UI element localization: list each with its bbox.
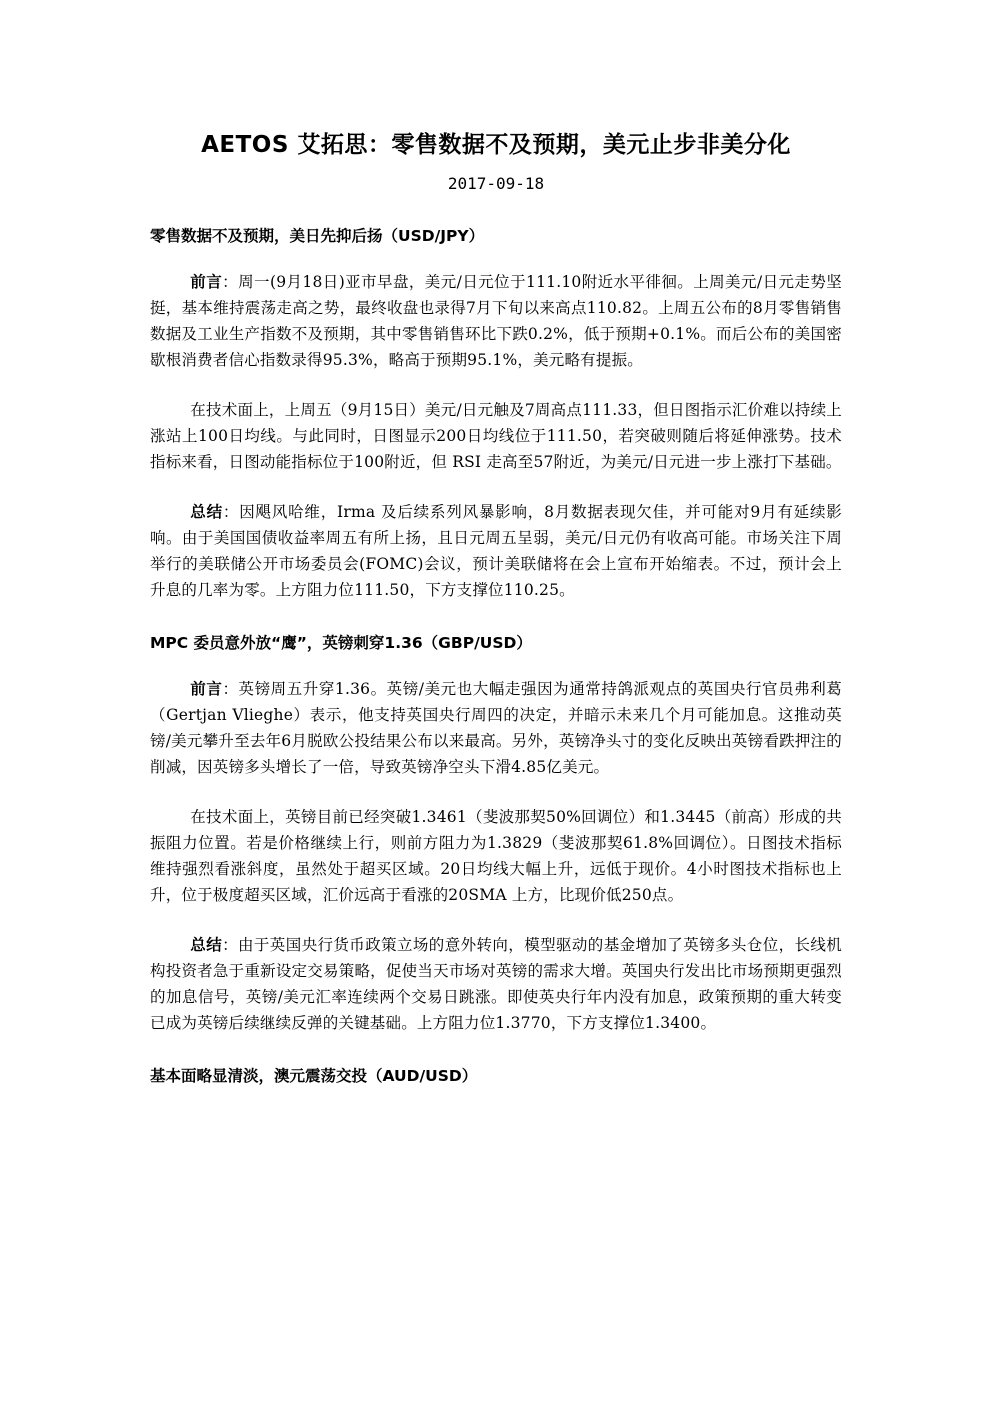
- section-aud-usd: [150, 1064, 842, 1088]
- section-heading: MPC 委员意外放“鹰”，英镑刺穿1.36（GBP/USD）: [150, 634, 532, 652]
- paragraph-text: 在技术面上，上周五（9月15日）美元/日元触及7周高点111.33，但日图指示汇价难以持续上涨站上100日均线。与此同时，日图显示200日均线位于111.50，若突破则随后将延伸涨势。技术指标来看，日图动能指标位于100附近，但 RSI 走高至57附近，为美元/日元进一步上涨打下基础。: [150, 401, 842, 471]
- document-date: 2017-09-18: [447, 174, 545, 193]
- paragraph-intro: [150, 676, 842, 780]
- paragraph-text: 在技术面上，英镑目前已经突破1.3461（斐波那契50%回调位）和1.3445（前高）形成的共振阻力位置。若是价格继续上行，则前方阻力为1.3829（斐波那契61.8%回调位）。日图技术指标维持强烈看涨斜度，虽然处于超买区域。20日均线大幅上升，远低于现价。4小时图技术指标也上升，位于极度超买区域，汇价远高于看涨的20SMA 上方，比现价低250点。: [150, 808, 842, 904]
- paragraph-technical: [150, 397, 842, 475]
- section-heading: 基本面略显清淡，澳元震荡交投（AUD/USD）: [150, 1067, 478, 1085]
- paragraph-lead: 前言: [190, 273, 223, 291]
- paragraph-lead: 总结: [190, 503, 223, 521]
- section-gbp-usd: [150, 631, 842, 1036]
- section-usd-jpy: [150, 224, 842, 603]
- paragraph-summary: [150, 499, 842, 603]
- paragraph-text: ：英镑周五升穿1.36。英镑/美元也大幅走强因为通常持鸽派观点的英国央行官员弗利葛（Gertjan Vlieghe）表示，他支持英国央行周四的决定，并暗示未来几个月可能加息。这推动英镑/美元攀升至去年6月脱欧公投结果公布以来最高。另外，英镑净头寸的变化反映出英镑看跌押注的削减，因英镑多头增长了一倍，导致英镑净空头下滑4.85亿美元。: [150, 680, 842, 776]
- paragraph-summary: [150, 932, 842, 1036]
- paragraph-lead: 前言: [190, 680, 223, 698]
- document-page: [150, 128, 842, 1109]
- section-heading: 零售数据不及预期，美日先抑后扬（USD/JPY）: [150, 227, 485, 245]
- paragraph-lead: 总结: [190, 936, 223, 954]
- paragraph-intro: [150, 269, 842, 373]
- paragraph-text: ：因飓风哈维，Irma 及后续系列风暴影响，8月数据表现欠佳，并可能对9月有延续影响。由于美国国债收益率周五有所上扬，且日元周五呈弱，美元/日元仍有收高可能。市场关注下周举行的美联储公开市场委员会(FOMC)会议，预计美联储将在会上宣布开始缩表。不过，预计会上升息的几率为零。上方阻力位111.50，下方支撑位110.25。: [150, 503, 842, 599]
- document-title: AETOS 艾拓思：零售数据不及预期，美元止步非美分化: [201, 132, 791, 158]
- paragraph-text: ：由于英国央行货币政策立场的意外转向，模型驱动的基金增加了英镑多头仓位，长线机构投资者急于重新设定交易策略，促使当天市场对英镑的需求大增。英国央行发出比市场预期更强烈的加息信号，英镑/美元汇率连续两个交易日跳涨。即使英央行年内没有加息，政策预期的重大转变已成为英镑后续继续反弹的关键基础。上方阻力位1.3770，下方支撑位1.3400。: [150, 936, 842, 1032]
- paragraph-technical: [150, 804, 842, 908]
- paragraph-text: ：周一(9月18日)亚市早盘，美元/日元位于111.10附近水平徘徊。上周美元/日元走势坚挺，基本维持震荡走高之势，最终收盘也录得7月下旬以来高点110.82。上周五公布的8月零售销售数据及工业生产指数不及预期，其中零售销售环比下跌0.2%，低于预期+0.1%。而后公布的美国密歇根消费者信心指数录得95.3%，略高于预期95.1%，美元略有提振。: [150, 273, 842, 369]
